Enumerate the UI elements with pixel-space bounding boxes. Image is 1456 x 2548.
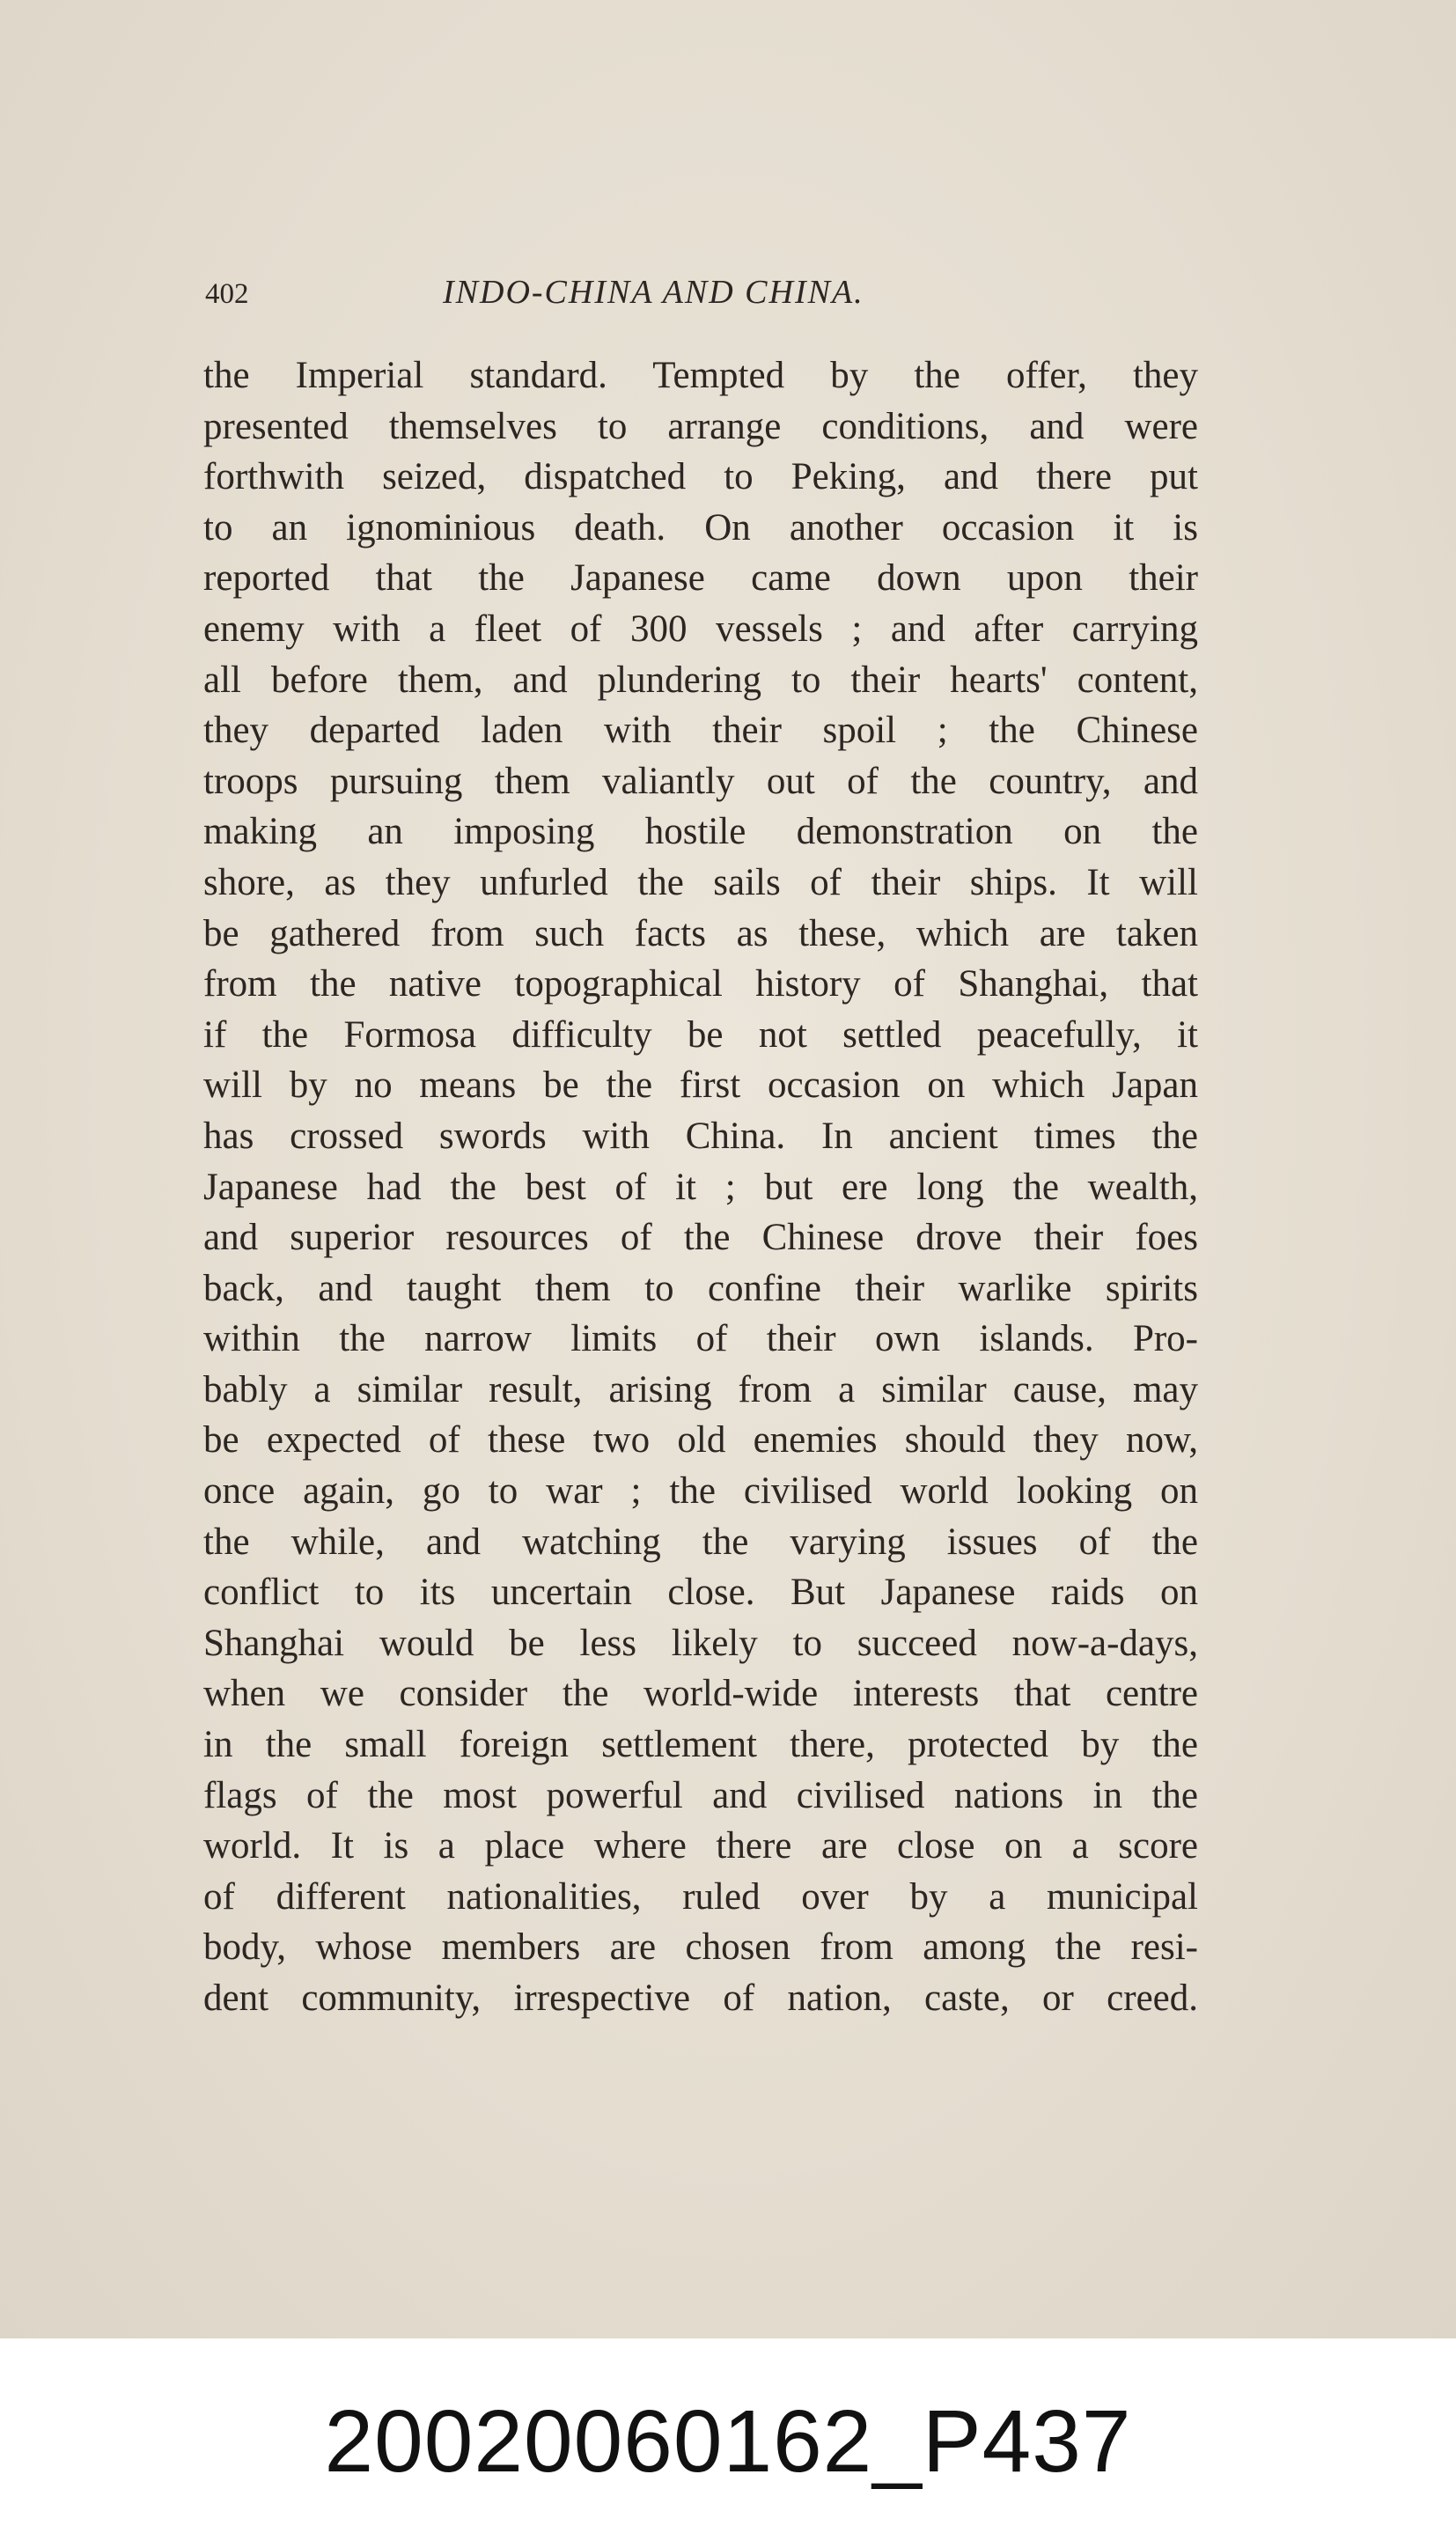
running-title: INDO-CHINA AND CHINA. [443, 274, 864, 311]
text-line: will by no means be the first occasion on which Japan [203, 1064, 1198, 1107]
text-line: when we consider the world-wide interests that centre [203, 1673, 1198, 1715]
text-line: within the narrow limits of their own islands. Pro- [203, 1318, 1198, 1360]
text-line: from the native topographical history of Shanghai, that [203, 963, 1198, 1005]
text-line: body, whose members are chosen from among the resi- [203, 1926, 1198, 1969]
text-line: making an imposing hostile demonstration on the [203, 811, 1198, 853]
page-header [205, 273, 1200, 319]
text-line: the Imperial standard. Tempted by the offer, they [203, 355, 1198, 396]
text-line: has crossed swords with China. In ancient times the [203, 1115, 1198, 1157]
text-line: presented themselves to arrange conditions, and were [203, 405, 1198, 447]
text-line: Japanese had the best of it ; but ere long the wealth, [203, 1166, 1198, 1208]
text-line: in the small foreign settlement there, protected by the [203, 1724, 1198, 1766]
text-line: dent community, irrespective of nation, caste, or creed. [203, 1977, 1198, 2019]
text-line: be expected of these two old enemies should they now, [203, 1419, 1198, 1462]
text-line: conflict to its uncertain close. But Japanese raids on [203, 1572, 1198, 1614]
text-line: back, and taught them to confine their warlike spirits [203, 1267, 1198, 1309]
text-line: forthwith seized, dispatched to Peking, and there put [203, 456, 1198, 498]
text-line: of different nationalities, ruled over by a municipal [203, 1875, 1198, 1918]
text-line: shore, as they unfurled the sails of their ships. It will [203, 861, 1198, 903]
text-line: reported that the Japanese came down upon their [203, 557, 1198, 600]
text-line: be gathered from such facts as these, which are taken [203, 912, 1198, 954]
text-line: Shanghai would be less likely to succeed now-a-days, [203, 1622, 1198, 1664]
text-line: troops pursuing them valiantly out of the country, and [203, 760, 1198, 802]
catalog-id: 20020060162_P437 [324, 2392, 1132, 2491]
text-line: if the Formosa difficulty be not settled peacefully, it [203, 1013, 1198, 1056]
catalog-strip [0, 2338, 1456, 2548]
text-line: the while, and watching the varying issues of the [203, 1521, 1198, 1563]
text-line: they departed laden with their spoil ; the Chinese [203, 710, 1198, 752]
page-number: 402 [205, 278, 249, 310]
text-line: all before them, and plundering to their hearts' content, [203, 659, 1198, 701]
text-line: to an ignominious death. On another occasion it is [203, 506, 1198, 549]
text-line: bably a similar result, arising from a similar cause, may [203, 1368, 1198, 1410]
text-line: and superior resources of the Chinese drove their foes [203, 1217, 1198, 1259]
body-text [203, 350, 1198, 2024]
text-line: once again, go to war ; the civilised world looking on [203, 1470, 1198, 1513]
text-line: world. It is a place where there are close on a score [203, 1825, 1198, 1867]
text-line: enemy with a fleet of 300 vessels ; and after carrying [203, 608, 1198, 650]
text-line: flags of the most powerful and civilised nations in the [203, 1774, 1198, 1816]
